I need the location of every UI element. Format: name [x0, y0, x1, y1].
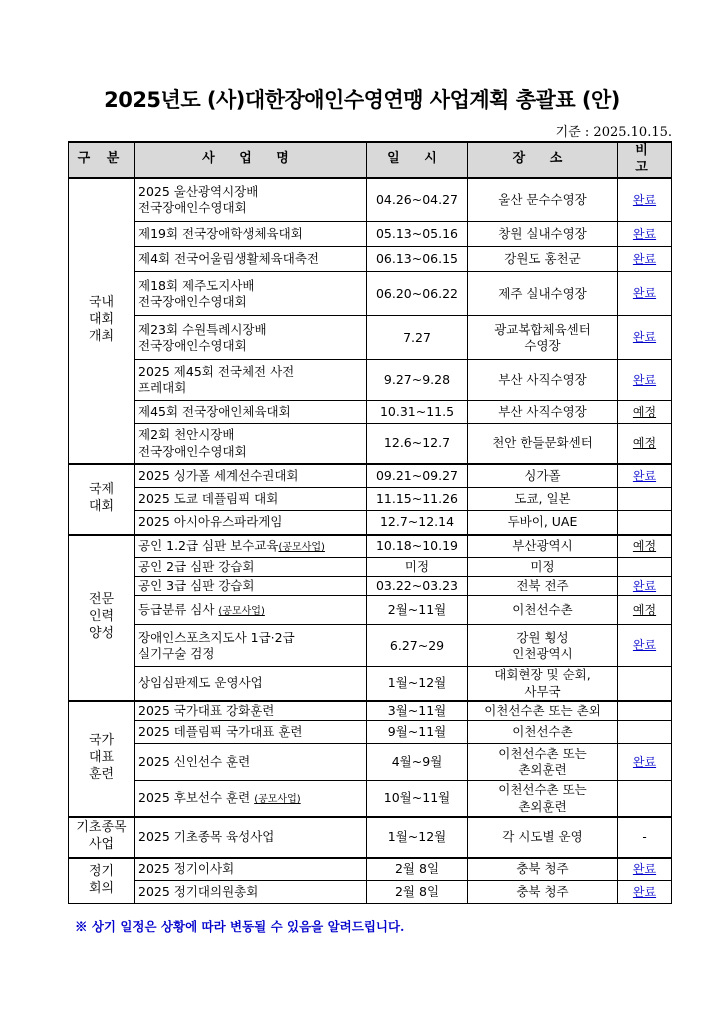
event-name-cell: 2025 아시아유스파라게임: [135, 511, 367, 535]
table-row: [69, 222, 672, 247]
place-cell: 충북 청주: [468, 881, 618, 904]
status-badge: 예정: [632, 404, 657, 419]
note-cell: [618, 178, 672, 222]
event-name-cell: 제4회 전국어울림생활체육대축전: [135, 247, 367, 272]
event-name-cell: 2025 기초종목 육성사업: [135, 817, 367, 858]
date-cell: 2월~11월: [367, 596, 468, 625]
table-row: [69, 247, 672, 272]
status-badge: 완료: [632, 754, 657, 769]
table-body: [69, 178, 672, 904]
header-note: 비 고: [618, 142, 672, 178]
table-row: [69, 721, 672, 744]
place-cell: 미정: [468, 558, 618, 577]
note-cell: [618, 881, 672, 904]
category-cell: 국가 대표 훈련: [69, 701, 135, 817]
event-name-cell: 제2회 천안시장배 전국장애인수영대회: [135, 424, 367, 464]
status-badge: 예정: [632, 539, 657, 554]
place-cell: 이천선수촌 또는 촌외: [468, 701, 618, 721]
note-cell: [618, 701, 672, 721]
program-tag: (공모사업): [218, 606, 265, 618]
place-cell: 충북 청주: [468, 858, 618, 881]
note-cell: [618, 596, 672, 625]
page-title: 2025년도 (사)대한장애인수영연맹 사업계획 총괄표 (안): [104, 88, 620, 112]
category-cell: 기초종목 사업: [69, 817, 135, 858]
note-cell: [618, 511, 672, 535]
program-tag: (공모사업): [254, 794, 301, 806]
note-cell: [618, 424, 672, 464]
table-row: [69, 558, 672, 577]
place-cell: 부산광역시: [468, 535, 618, 558]
date-cell: 1월~12월: [367, 667, 468, 701]
note-cell: [618, 667, 672, 701]
event-name-cell: 2025 정기이사회: [135, 858, 367, 881]
table-row: [69, 596, 672, 625]
status-badge: 완료: [632, 192, 657, 207]
event-name-cell: 등급분류 심사 (공모사업): [135, 596, 367, 625]
note-cell: [618, 247, 672, 272]
date-cell: 11.15~11.26: [367, 488, 468, 511]
table-row: [69, 744, 672, 781]
footnote: ※ 상기 일정은 상황에 따라 변동될 수 있음을 알려드립니다.: [75, 919, 405, 934]
date-cell: 12.6~12.7: [367, 424, 468, 464]
header-place: 장 소: [468, 142, 618, 178]
table-row: [69, 701, 672, 721]
place-cell: 싱가폴: [468, 464, 618, 488]
event-name-cell: 2025 울산광역시장배 전국장애인수영대회: [135, 178, 367, 222]
event-name-cell: 제23회 수원특례시장배 전국장애인수영대회: [135, 316, 367, 360]
status-badge: 완료: [632, 468, 657, 483]
event-name-cell: 공인 2급 심판 강습회: [135, 558, 367, 577]
place-cell: 각 시도별 운영: [468, 817, 618, 858]
date-cell: 9.27~9.28: [367, 360, 468, 401]
place-cell: 창원 실내수영장: [468, 222, 618, 247]
date-cell: 미정: [367, 558, 468, 577]
note-cell: [618, 464, 672, 488]
date-cell: 6.27~29: [367, 625, 468, 667]
header-category: 구 분: [69, 142, 135, 178]
date-cell: 06.20~06.22: [367, 272, 468, 316]
note-cell: [618, 858, 672, 881]
note-cell: [618, 744, 672, 781]
note-cell: [618, 535, 672, 558]
date-cell: 09.21~09.27: [367, 464, 468, 488]
table-row: [69, 625, 672, 667]
header-date: 일 시: [367, 142, 468, 178]
date-cell: 10.18~10.19: [367, 535, 468, 558]
note-cell: [618, 558, 672, 577]
event-name-cell: 제45회 전국장애인체육대회: [135, 401, 367, 424]
place-cell: 울산 문수수영장: [468, 178, 618, 222]
status-badge: 완료: [632, 884, 657, 899]
note-cell: [618, 721, 672, 744]
table-row: [69, 178, 672, 222]
note-cell: [618, 401, 672, 424]
table-row: [69, 464, 672, 488]
place-cell: 이천선수촌 또는 촌외훈련: [468, 781, 618, 817]
table-row: [69, 858, 672, 881]
date-cell: 4월~9월: [367, 744, 468, 781]
date-cell: 7.27: [367, 316, 468, 360]
table-row: [69, 781, 672, 817]
note-cell: [618, 781, 672, 817]
status-badge: 예정: [632, 602, 657, 617]
note-cell: [618, 625, 672, 667]
date-cell: 9월~11월: [367, 721, 468, 744]
place-cell: 부산 사직수영장: [468, 360, 618, 401]
place-cell: 강원 횡성 인천광역시: [468, 625, 618, 667]
event-name-cell: 공인 1.2급 심판 보수교육(공모사업): [135, 535, 367, 558]
category-cell: 정기 회의: [69, 858, 135, 904]
place-cell: 도쿄, 일본: [468, 488, 618, 511]
place-cell: 천안 한들문화센터: [468, 424, 618, 464]
table-row: [69, 577, 672, 596]
status-badge: 완료: [632, 286, 657, 301]
place-cell: 제주 실내수영장: [468, 272, 618, 316]
event-name-cell: 상임심판제도 운영사업: [135, 667, 367, 701]
place-cell: 대회현장 및 순회, 사무국: [468, 667, 618, 701]
status-badge: 예정: [632, 436, 657, 451]
place-cell: 전북 전주: [468, 577, 618, 596]
table-row: [69, 272, 672, 316]
program-tag: (공모사업): [278, 542, 325, 554]
note-cell: [618, 360, 672, 401]
table-row: [69, 488, 672, 511]
note-cell: [618, 577, 672, 596]
note-cell: [618, 316, 672, 360]
plan-table: [68, 141, 672, 904]
event-name-cell: 2025 신인선수 훈련: [135, 744, 367, 781]
event-name-cell: 제18회 제주도지사배 전국장애인수영대회: [135, 272, 367, 316]
status-badge: -: [642, 829, 647, 844]
event-name-cell: 2025 데플림픽 국가대표 훈련: [135, 721, 367, 744]
event-name-cell: 2025 도쿄 데플림픽 대회: [135, 488, 367, 511]
date-cell: 10.31~11.5: [367, 401, 468, 424]
date-cell: 3월~11월: [367, 701, 468, 721]
table-header-row: [69, 142, 672, 178]
table-row: [69, 401, 672, 424]
base-date: 기준 : 2025.10.15.: [555, 125, 672, 140]
event-name-cell: 2025 정기대의원총회: [135, 881, 367, 904]
date-cell: 1월~12월: [367, 817, 468, 858]
event-name-cell: 2025 후보선수 훈련 (공모사업): [135, 781, 367, 817]
status-badge: 완료: [632, 226, 657, 241]
place-cell: 이천선수촌 또는 촌외훈련: [468, 744, 618, 781]
place-cell: 강원도 홍천군: [468, 247, 618, 272]
note-cell: [618, 817, 672, 858]
header-event: 사 업 명: [135, 142, 367, 178]
table-row: [69, 667, 672, 701]
event-name-cell: 제19회 전국장애학생체육대회: [135, 222, 367, 247]
place-cell: 광교복합체육센터 수영장: [468, 316, 618, 360]
date-cell: 03.22~03.23: [367, 577, 468, 596]
table-row: [69, 881, 672, 904]
place-cell: 이천선수촌: [468, 596, 618, 625]
event-name-cell: 2025 국가대표 강화훈련: [135, 701, 367, 721]
status-badge: 완료: [632, 372, 657, 387]
date-cell: 10월~11월: [367, 781, 468, 817]
date-cell: 05.13~05.16: [367, 222, 468, 247]
place-cell: 두바이, UAE: [468, 511, 618, 535]
status-badge: 완료: [632, 330, 657, 345]
status-badge: 완료: [632, 638, 657, 653]
category-cell: 전문 인력 양성: [69, 535, 135, 701]
note-cell: [618, 272, 672, 316]
place-cell: 부산 사직수영장: [468, 401, 618, 424]
date-cell: 2월 8일: [367, 881, 468, 904]
table-row: [69, 817, 672, 858]
date-cell: 04.26~04.27: [367, 178, 468, 222]
table-row: [69, 316, 672, 360]
event-name-cell: 장애인스포츠지도사 1급·2급 실기구술 검정: [135, 625, 367, 667]
table-row: [69, 511, 672, 535]
table-row: [69, 424, 672, 464]
note-cell: [618, 222, 672, 247]
status-badge: 완료: [632, 251, 657, 266]
event-name-cell: 2025 싱가폴 세계선수권대회: [135, 464, 367, 488]
date-cell: 12.7~12.14: [367, 511, 468, 535]
status-badge: 완료: [632, 862, 657, 877]
category-cell: 국제 대회: [69, 464, 135, 535]
status-badge: 완료: [632, 578, 657, 593]
note-cell: [618, 488, 672, 511]
event-name-cell: 공인 3급 심판 강습회: [135, 577, 367, 596]
table-row: [69, 360, 672, 401]
place-cell: 이천선수촌: [468, 721, 618, 744]
table-row: [69, 535, 672, 558]
category-cell: 국내 대회 개최: [69, 178, 135, 464]
date-cell: 2월 8일: [367, 858, 468, 881]
event-name-cell: 2025 제45회 전국체전 사전 프레대회: [135, 360, 367, 401]
date-cell: 06.13~06.15: [367, 247, 468, 272]
